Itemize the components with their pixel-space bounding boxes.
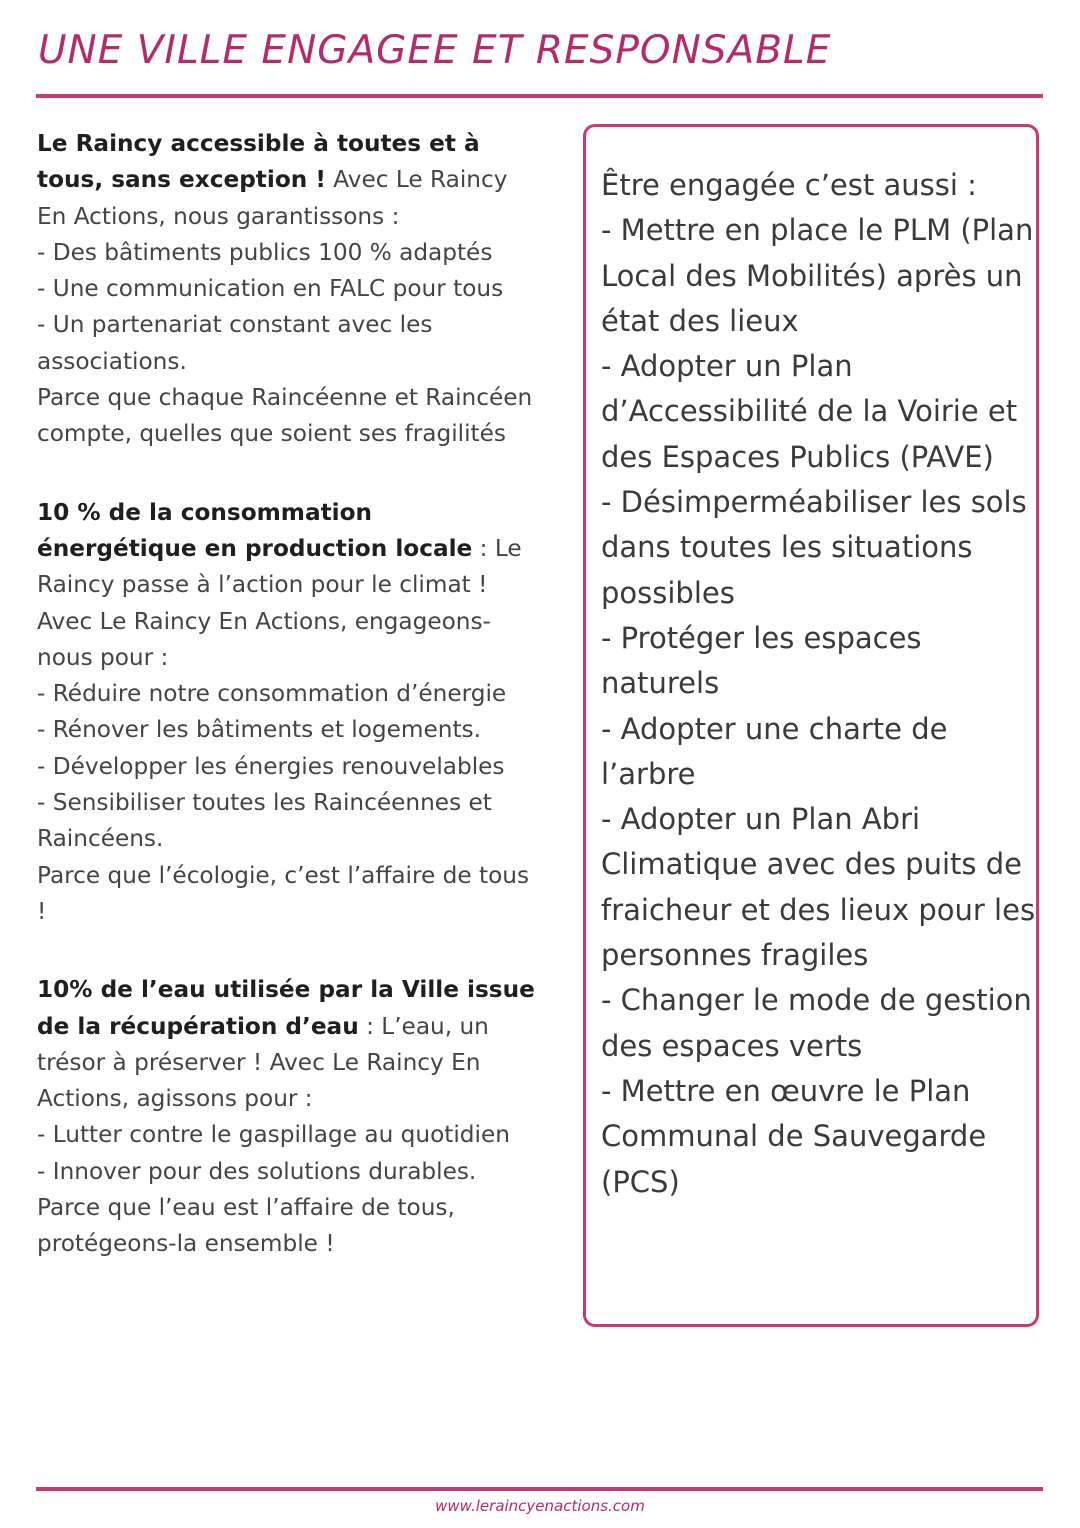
list-item: - Réduire notre consommation d’énergie [37, 680, 507, 708]
list-item: - Adopter un Plan d’Accessibilité de la Voirie et des Espaces Publics (PAVE) [601, 349, 1018, 474]
water-intro-paragraph [37, 972, 539, 1117]
accessibility-lead: Le Raincy accessible à toutes et à tous, sans exception ! [37, 130, 480, 194]
water-section [37, 972, 539, 1262]
accessibility-list [37, 235, 539, 380]
accessibility-conclusion: Parce que chaque Raincéenne et Raincéen compte, quelles que soient ses fragilités [37, 384, 533, 448]
list-item: - Rénover les bâtiments et logements. [37, 716, 481, 744]
header-divider [36, 94, 1043, 98]
list-item: - Mettre en place le PLM (Plan Local des Mobilités) après un état des lieux [601, 213, 1034, 338]
engagement-box-content [601, 163, 1037, 1205]
list-item: - Adopter une charte de l’arbre [601, 711, 948, 791]
list-item: - Protéger les espaces naturels [601, 620, 922, 701]
accessibility-intro: Avec Le Raincy En Actions, nous garantissons : [37, 166, 508, 230]
energy-conclusion: Parce que l’écologie, c’est l’affaire de tous ! [37, 861, 530, 925]
accessibility-intro-paragraph [37, 126, 539, 235]
list-item: - Sensibiliser toutes les Raincéennes et Raincéens. [37, 789, 492, 853]
left-column [37, 126, 539, 1305]
list-item: - Mettre en œuvre le Plan Communal de Sauvegarde (PCS) [601, 1073, 987, 1199]
list-item: - Désimperméabiliser les sols dans toutes les situations possibles [601, 485, 1027, 610]
list-item: - Développer les énergies renouvelables [37, 752, 505, 780]
list-item: - Adopter un Plan Abri Climatique avec des puits de fraicheur et des lieux pour les personnes fragiles [601, 802, 1036, 973]
list-item: - Innover pour des solutions durables. [37, 1157, 477, 1185]
list-item: - Changer le mode de gestion des espaces verts [601, 983, 1032, 1063]
page-title: UNE VILLE ENGAGEE ET RESPONSABLE [38, 28, 832, 73]
energy-intro-paragraph [37, 495, 539, 676]
water-intro: : L’eau, un trésor à préserver ! Avec Le Raincy En Actions, agissons pour : [37, 1012, 489, 1113]
water-conclusion: Parce que l’eau est l’affaire de tous, protégeons-la ensemble ! [37, 1194, 455, 1258]
accessibility-section [37, 126, 539, 453]
water-lead: 10% de l’eau utilisée par la Ville issue de la récupération d’eau [37, 976, 535, 1040]
energy-intro: : Le Raincy passe à l’action pour le climat ! Avec Le Raincy En Actions, engageons-nous pour : [37, 534, 522, 671]
energy-lead: 10 % de la consommation énergétique en production locale [37, 498, 473, 562]
list-item: - Des bâtiments publics 100 % adaptés [37, 238, 493, 266]
engagement-heading: Être engagée c’est aussi : [601, 168, 977, 202]
list-item: - Lutter contre le gaspillage au quotidien [37, 1121, 510, 1149]
footer-divider [36, 1487, 1043, 1491]
footer-website-link[interactable]: www.leraincyenactions.com [435, 1497, 645, 1515]
energy-list [37, 676, 539, 857]
energy-section [37, 495, 539, 931]
list-item: - Un partenariat constant avec les associations. [37, 311, 433, 375]
list-item: - Une communication en FALC pour tous [37, 275, 504, 303]
water-list [37, 1117, 539, 1190]
engagement-list [601, 208, 1037, 1205]
